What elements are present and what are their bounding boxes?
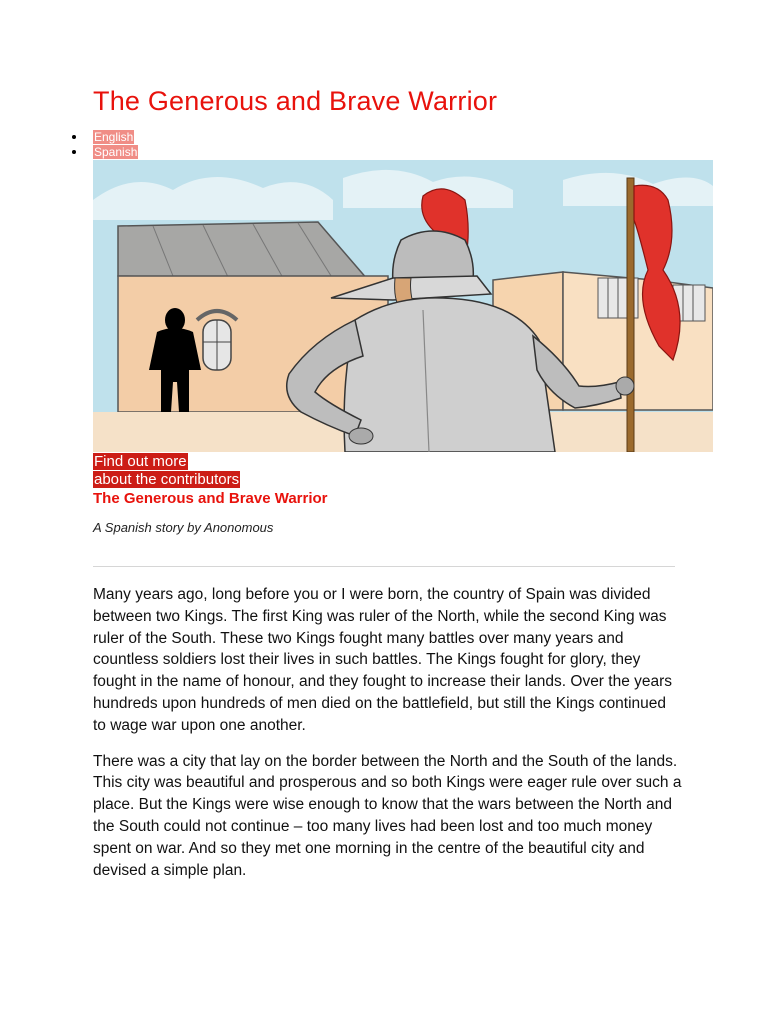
language-link-english[interactable]: English [94, 130, 134, 144]
divider [93, 566, 675, 567]
story-title: The Generous and Brave Warrior [93, 490, 328, 507]
story-paragraph: There was a city that lay on the border between the North and the South of the lands. This city was beautiful and prosperous and so both Kings were eager rule over such a place. But the Kings were wise enough to know that the wars between the North and the South could not continue – too many lives had been lost and too much money spent on war. And so they met one morning in the centre of the beautiful city and devised a simple plan. [93, 752, 682, 879]
story-byline: A Spanish story by Anonomous [93, 520, 274, 535]
contributors-link[interactable] [93, 453, 240, 489]
language-link-spanish[interactable]: Spanish [94, 145, 138, 159]
story-paragraph: Many years ago, long before you or I were born, the country of Spain was divided between two Kings. The first King was ruler of the North, while the second King was ruler of the South. These two Kings fought many battles over many years and countless soldiers lost their lives in such battles. The Kings fought for glory, they fought in the name of honour, and they fought to increase their lands. Over the years hundreds upon hundreds of men died on the battlefield, but still the Kings continued to wage war upon one another. [93, 586, 673, 734]
language-item-spanish [72, 145, 138, 160]
story-body [93, 584, 683, 895]
page-title: The Generous and Brave Warrior [93, 86, 498, 116]
contributors-link-line1[interactable]: Find out more [94, 453, 187, 470]
story-illustration [93, 160, 713, 452]
language-item-english [72, 130, 138, 145]
contributors-link-line2[interactable]: about the contributors [94, 471, 240, 488]
language-list [72, 130, 138, 160]
